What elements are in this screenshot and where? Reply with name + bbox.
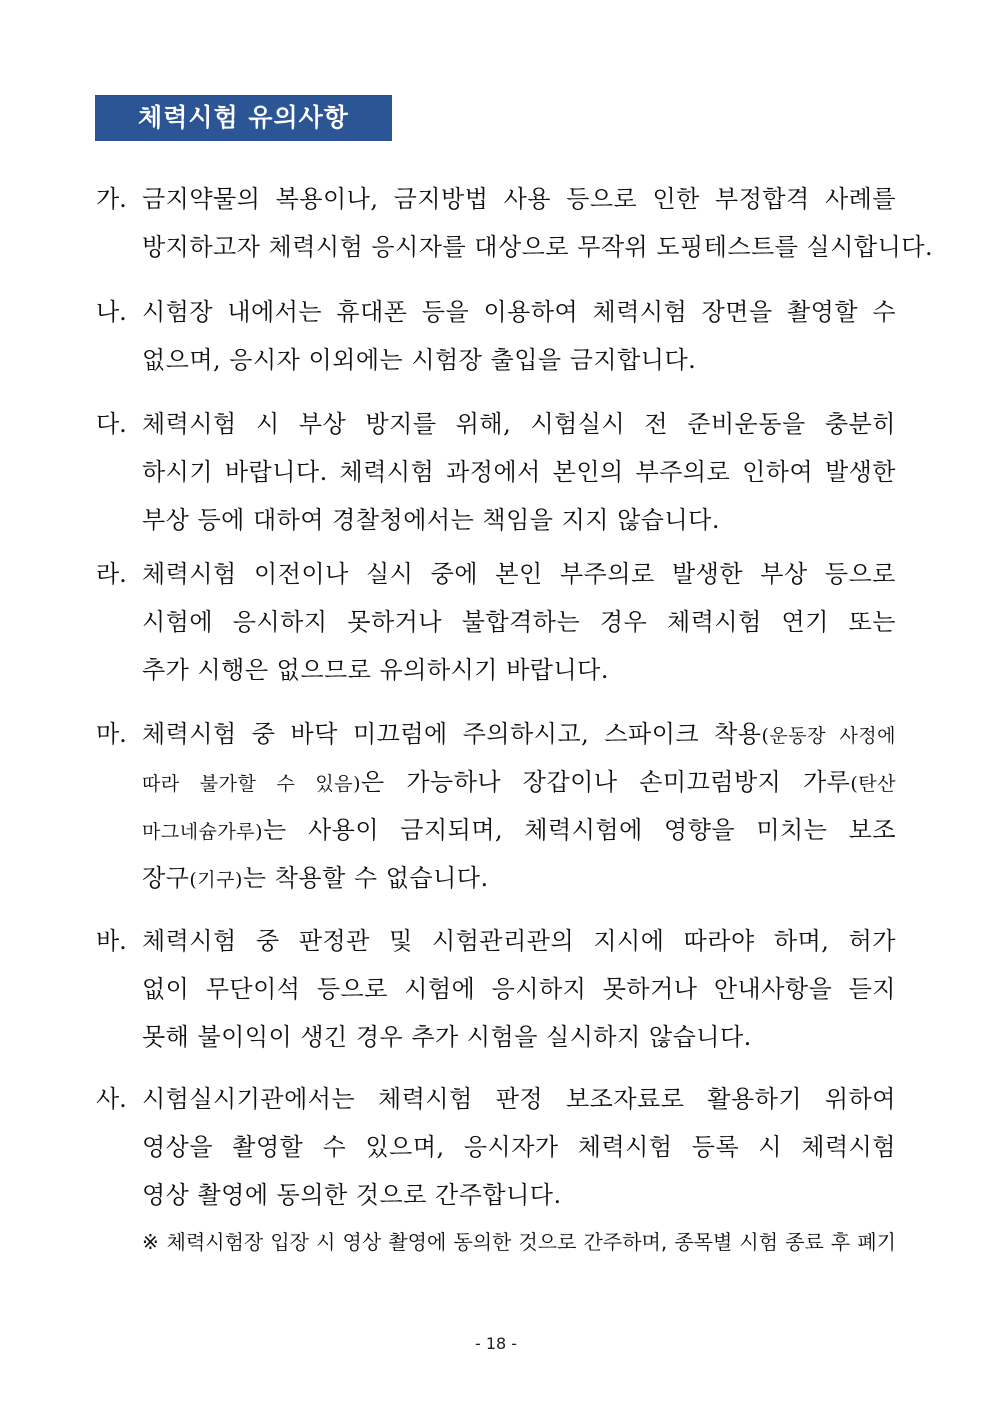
item-text-line: 시험실시기관에서는 체력시험 판정 보조자료로 활용하기 위하여 <box>142 1085 896 1113</box>
item-text-segment: 은 가능하나 장갑이나 손미끄럼방지 가루 <box>361 768 851 796</box>
item-text-line: 체력시험 이전이나 실시 중에 본인 부주의로 발생한 부상 등으로 <box>142 560 896 588</box>
item-text-line: 영상을 촬영할 수 있으며, 응시자가 체력시험 등록 시 체력시험 <box>142 1133 896 1161</box>
item-text-small: 따라 불가할 수 있음) <box>142 773 362 795</box>
list-item-ga <box>96 175 934 271</box>
item-text-small: (운동장 사정에 <box>761 725 897 747</box>
list-item-ra <box>96 550 896 694</box>
item-text-line <box>142 710 896 760</box>
list-item-ma <box>96 710 896 902</box>
item-text-line: 영상 촬영에 동의한 것으로 간주합니다. <box>142 1181 562 1209</box>
list-item-na <box>96 288 896 384</box>
item-text-line: 못해 불이익이 생긴 경우 추가 시험을 실시하지 않습니다. <box>142 1023 752 1051</box>
item-marker: 가. <box>96 185 127 213</box>
list-item-ba <box>96 917 896 1061</box>
item-marker: 나. <box>96 298 127 326</box>
item-text-segment: 는 사용이 금지되며, 체력시험에 영향을 미치는 보조 <box>263 816 896 844</box>
item-marker: 라. <box>96 560 127 588</box>
item-text-line: 시험장 내에서는 휴대폰 등을 이용하여 체력시험 장면을 촬영할 수 <box>142 298 896 326</box>
item-text-segment: 는 착용할 수 없습니다. <box>242 864 489 892</box>
item-marker: 사. <box>96 1085 127 1113</box>
list-item-da <box>96 400 896 544</box>
item-text-line: 부상 등에 대하여 경찰청에서는 책임을 지지 않습니다. <box>142 506 720 534</box>
item-text-line: 체력시험 중 판정관 및 시험관리관의 지시에 따라야 하며, 허가 <box>142 927 896 955</box>
item-text-line: 없으며, 응시자 이외에는 시험장 출입을 금지합니다. <box>142 346 697 374</box>
page-number: - 18 - <box>474 1334 518 1353</box>
item-text-line: 없이 무단이석 등으로 시험에 응시하지 못하거나 안내사항을 듣지 <box>142 975 896 1003</box>
item-text-line: 추가 시행은 없으므로 유의하시기 바랍니다. <box>142 656 609 684</box>
item-text-line: 하시기 바랍니다. 체력시험 과정에서 본인의 부주의로 인하여 발생한 <box>142 458 896 486</box>
item-text-small: 마그네슘가루) <box>142 821 264 843</box>
item-marker: 마. <box>96 720 127 748</box>
item-marker: 바. <box>96 927 127 955</box>
item-text-small: (탄산 <box>850 773 896 795</box>
item-text-line: 방지하고자 체력시험 응시자를 대상으로 무작위 도핑테스트를 실시합니다. <box>142 233 934 261</box>
item-text-line: 체력시험 시 부상 방지를 위해, 시험실시 전 준비운동을 충분히 <box>142 410 896 438</box>
item-text-segment: 체력시험 중 바닥 미끄럼에 주의하시고, 스파이크 착용 <box>142 720 762 748</box>
list-item-sa <box>96 1075 896 1219</box>
note-text: ※ 체력시험장 입장 시 영상 촬영에 동의한 것으로 간주하며, 종목별 시험 종료 후 폐기 <box>142 1230 896 1254</box>
item-text-line: 시험에 응시하지 못하거나 불합격하는 경우 체력시험 연기 또는 <box>142 608 896 636</box>
item-text-line: 금지약물의 복용이나, 금지방법 사용 등으로 인한 부정합격 사례를 <box>142 185 896 213</box>
section-title: 체력시험 유의사항 <box>95 95 392 141</box>
item-text-segment: 장구 <box>142 864 190 892</box>
item-text-line <box>142 758 896 808</box>
item-marker: 다. <box>96 410 127 438</box>
item-text-small: (기구) <box>189 869 243 891</box>
item-text-line <box>142 806 896 856</box>
item-text-line <box>142 854 896 904</box>
